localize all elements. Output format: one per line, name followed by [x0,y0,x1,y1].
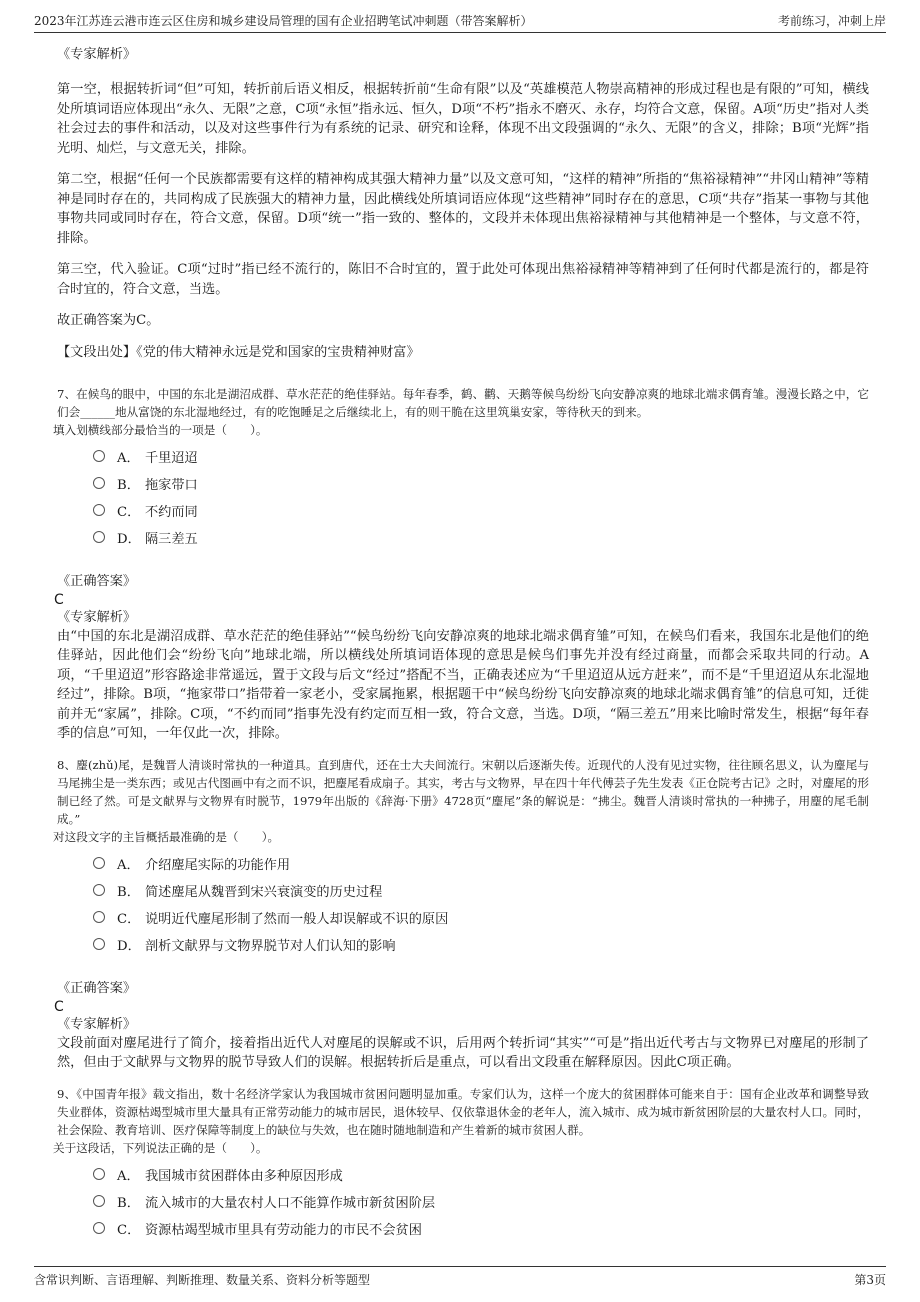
radio-icon[interactable] [93,1195,105,1207]
option-b[interactable]: B． 简述麈尾从魏晋到宋兴衰演变的历史过程 [93,877,869,904]
question-9 [53,1085,869,1242]
question-prompt: 填入划横线部分最恰当的一项是（ ）。 [53,422,268,437]
options-list [93,850,869,958]
radio-icon[interactable] [93,911,105,923]
header-slogan: 考前练习，冲刺上岸 [777,14,886,28]
page-content [53,46,869,1242]
question-prompt: 对这段文字的主旨概括最准确的是（ ）。 [53,829,280,844]
correct-answer-label: 《正确答案》 [57,980,137,996]
option-b[interactable]: B． 拖家带口 [93,470,869,497]
option-c[interactable]: C． 不约而同 [93,497,869,524]
radio-icon[interactable] [93,884,105,896]
analysis-paragraph: 由“中国的东北是湖沼成群、草水茫茫的绝佳驿站”“候鸟纷纷飞向安静凉爽的地球北端求偶育雏”可知，在候鸟们看来，我国东北是他们的绝佳驿站，因此他们会“纷纷飞向”地球北端，所以横线处所填词语体现的意思是候鸟们事先并没有经过商量，而都会采取共同的行动。A项，“千里迢迢”形容路途非常遥远，置于文段与后文“经过”搭配不当，正确表述应为“千里迢迢从远方赶来”，而不是“千里迢迢从东北湿地经过”，排除。B项，“拖家带口”指带着一家老小，受家属拖累，根据题干中“候鸟纷纷飞向安静凉爽的地球北端求偶育雏”的信息可知，迁徙前并无“家属”，排除。C项，“不约而同”指事先没有约定而互相一致，符合文意，当选。D项，“隔三差五”用来比喻时常发生，根据“每年春季的信息”可知，一年仅此一次，排除。 [57,628,869,741]
expert-analysis-label: 《专家解析》 [57,47,137,62]
analysis-paragraph: 第一空，根据转折词“但”可知，转折前后语义相反，根据转折前“生命有限”以及“英雄模范人物崇高精神的形成过程也是有限的”可知，横线处所填词语应体现出“永久、无限”之意，C项“永恒”指永远、恒久，D项“不朽”指永不磨灭、永存，均符合文意，保留。A项“历史”指对人类社会过去的事件和活动，以及对这些事件行为有系统的记录、研究和诠释，体现不出文段强调的“永久、无限”的含义，排除；B项“光辉”指光明、灿烂，与文意无关，排除。 [57,82,869,156]
prev-question-analysis [57,46,869,363]
radio-icon[interactable] [93,477,105,489]
analysis-paragraph: 第三空，代入验证。C项“过时”指已经不流行的，陈旧不合时宜的，置于此处可体现出焦裕禄精神等精神到了任何时代都是流行的，都是符合时宜的，符合文意，当选。 [57,262,869,297]
question-stem: 9、《中国青年报》载文指出，数十名经济学家认为我国城市贫困问题明显加重。专家们认为，这样一个庞大的贫困群体可能来自于：国有企业改革和调整导致失业群体，资源枯竭型城市里大量具有正常劳动能力的城市居民，退休较早、仅依靠退休金的老年人，流入城市、成为城市新贫困阶层的大量农村人口。同时，社会保险、教育培训、医疗保障等制度上的缺位与失效，也在随时随地制造和产生着新的城市贫困人群。 [57,1086,869,1137]
analysis-paragraph: 第二空，根据“任何一个民族都需要有这样的精神构成其强大精神力量”以及文意可知，“这样的精神”所指的“焦裕禄精神”“井冈山精神”等精神是同时存在的，共同构成了民族强大的精神力量，因此横线处所填词语应体现“这些精神”同时存在的意思，C项“共存”指某一事物与其他事物共同或同时存在，符合文意，保留。D项“统一”指一致的、整体的，文段并未体现出焦裕禄精神与其他精神是一个整体，与文意不符，排除。 [57,172,869,246]
question-8 [53,756,869,1073]
radio-icon[interactable] [93,1222,105,1234]
option-a[interactable]: A． 千里迢迢 [93,443,869,470]
radio-icon[interactable] [93,450,105,462]
expert-analysis-label: 《专家解析》 [57,609,137,625]
page-number: 第3页 [854,1273,886,1287]
header-divider [34,32,886,33]
options-list [93,1161,869,1242]
question-stem: 8、麈(zhǔ)尾，是魏晋人清谈时常执的一种道具。直到唐代，还在士大夫间流行。宋朝以后逐渐失传。近现代的人没有见过实物，往往顾名思义，认为麈尾与马尾拂尘是一类东西；或见古代图画中有之而不识，把麈尾看成扇子。其实，考古与文物界，早在四十年代傅芸子先生发表《正仓院考古记》之时，对麈尾的形制已经了然。可是文献界与文物界有时脱节，1979年出版的《辞海·下册》4728页“麈尾”条的解说是：“拂尘。魏晋人清谈时常执的一种拂子，用麈的尾毛制成。” [57,757,869,826]
radio-icon[interactable] [93,938,105,950]
text-source: 【文段出处】《党的伟大精神永远是党和国家的宝贵精神财富》 [57,344,420,360]
option-c[interactable]: C． 说明近代麈尾形制了然而一般人却误解或不识的原因 [93,904,869,931]
option-d[interactable]: D． 隔三差五 [93,524,869,551]
footer-note: 含常识判断、言语理解、判断推理、数量关系、资料分析等题型 [34,1273,371,1287]
radio-icon[interactable] [93,857,105,869]
option-a[interactable]: A． 介绍麈尾实际的功能作用 [93,850,869,877]
correct-answer: C [54,998,64,1015]
analysis-conclusion: 故正确答案为C。 [57,313,160,328]
document-title: 2023年江苏连云港市连云区住房和城乡建设局管理的国有企业招聘笔试冲刺题（带答案解析） [34,14,533,28]
option-a[interactable]: A． 我国城市贫困群体由多种原因形成 [93,1161,869,1188]
correct-answer: C [54,591,64,608]
question-prompt: 关于这段话，下列说法正确的是（ ）。 [53,1140,268,1155]
option-d[interactable]: D． 剖析文献界与文物界脱节对人们认知的影响 [93,931,869,958]
radio-icon[interactable] [93,504,105,516]
footer-divider [34,1266,886,1267]
radio-icon[interactable] [93,1168,105,1180]
question-stem: 7、在候鸟的眼中，中国的东北是湖沼成群、草水茫茫的绝佳驿站。每年春季，鹤、鹳、天鹅等候鸟纷纷飞向安静凉爽的地球北端求偶育雏。漫漫长路之中，它们会______地从富饶的东北湿地经过，有的吃饱睡足之后继续北上，有的则干脆在这里筑巢安家，等待秋天的到来。 [57,386,869,419]
question-7 [53,385,869,744]
expert-analysis-label: 《专家解析》 [57,1016,137,1032]
option-c[interactable]: C． 资源枯竭型城市里具有劳动能力的市民不会贫困 [93,1215,869,1242]
correct-answer-label: 《正确答案》 [57,573,137,589]
analysis-paragraph: 文段前面对麈尾进行了简介，接着指出近代人对麈尾的误解或不识，后用两个转折词“其实”“可是”指出近代考古与文物界已对麈尾的形制了然，但由于文献界与文物界的脱节导致人们的误解。根据转折后是重点，可以看出文段重在解释原因。因此C项正确。 [57,1035,869,1070]
radio-icon[interactable] [93,531,105,543]
option-b[interactable]: B． 流入城市的大量农村人口不能算作城市新贫困阶层 [93,1188,869,1215]
options-list [93,443,869,551]
